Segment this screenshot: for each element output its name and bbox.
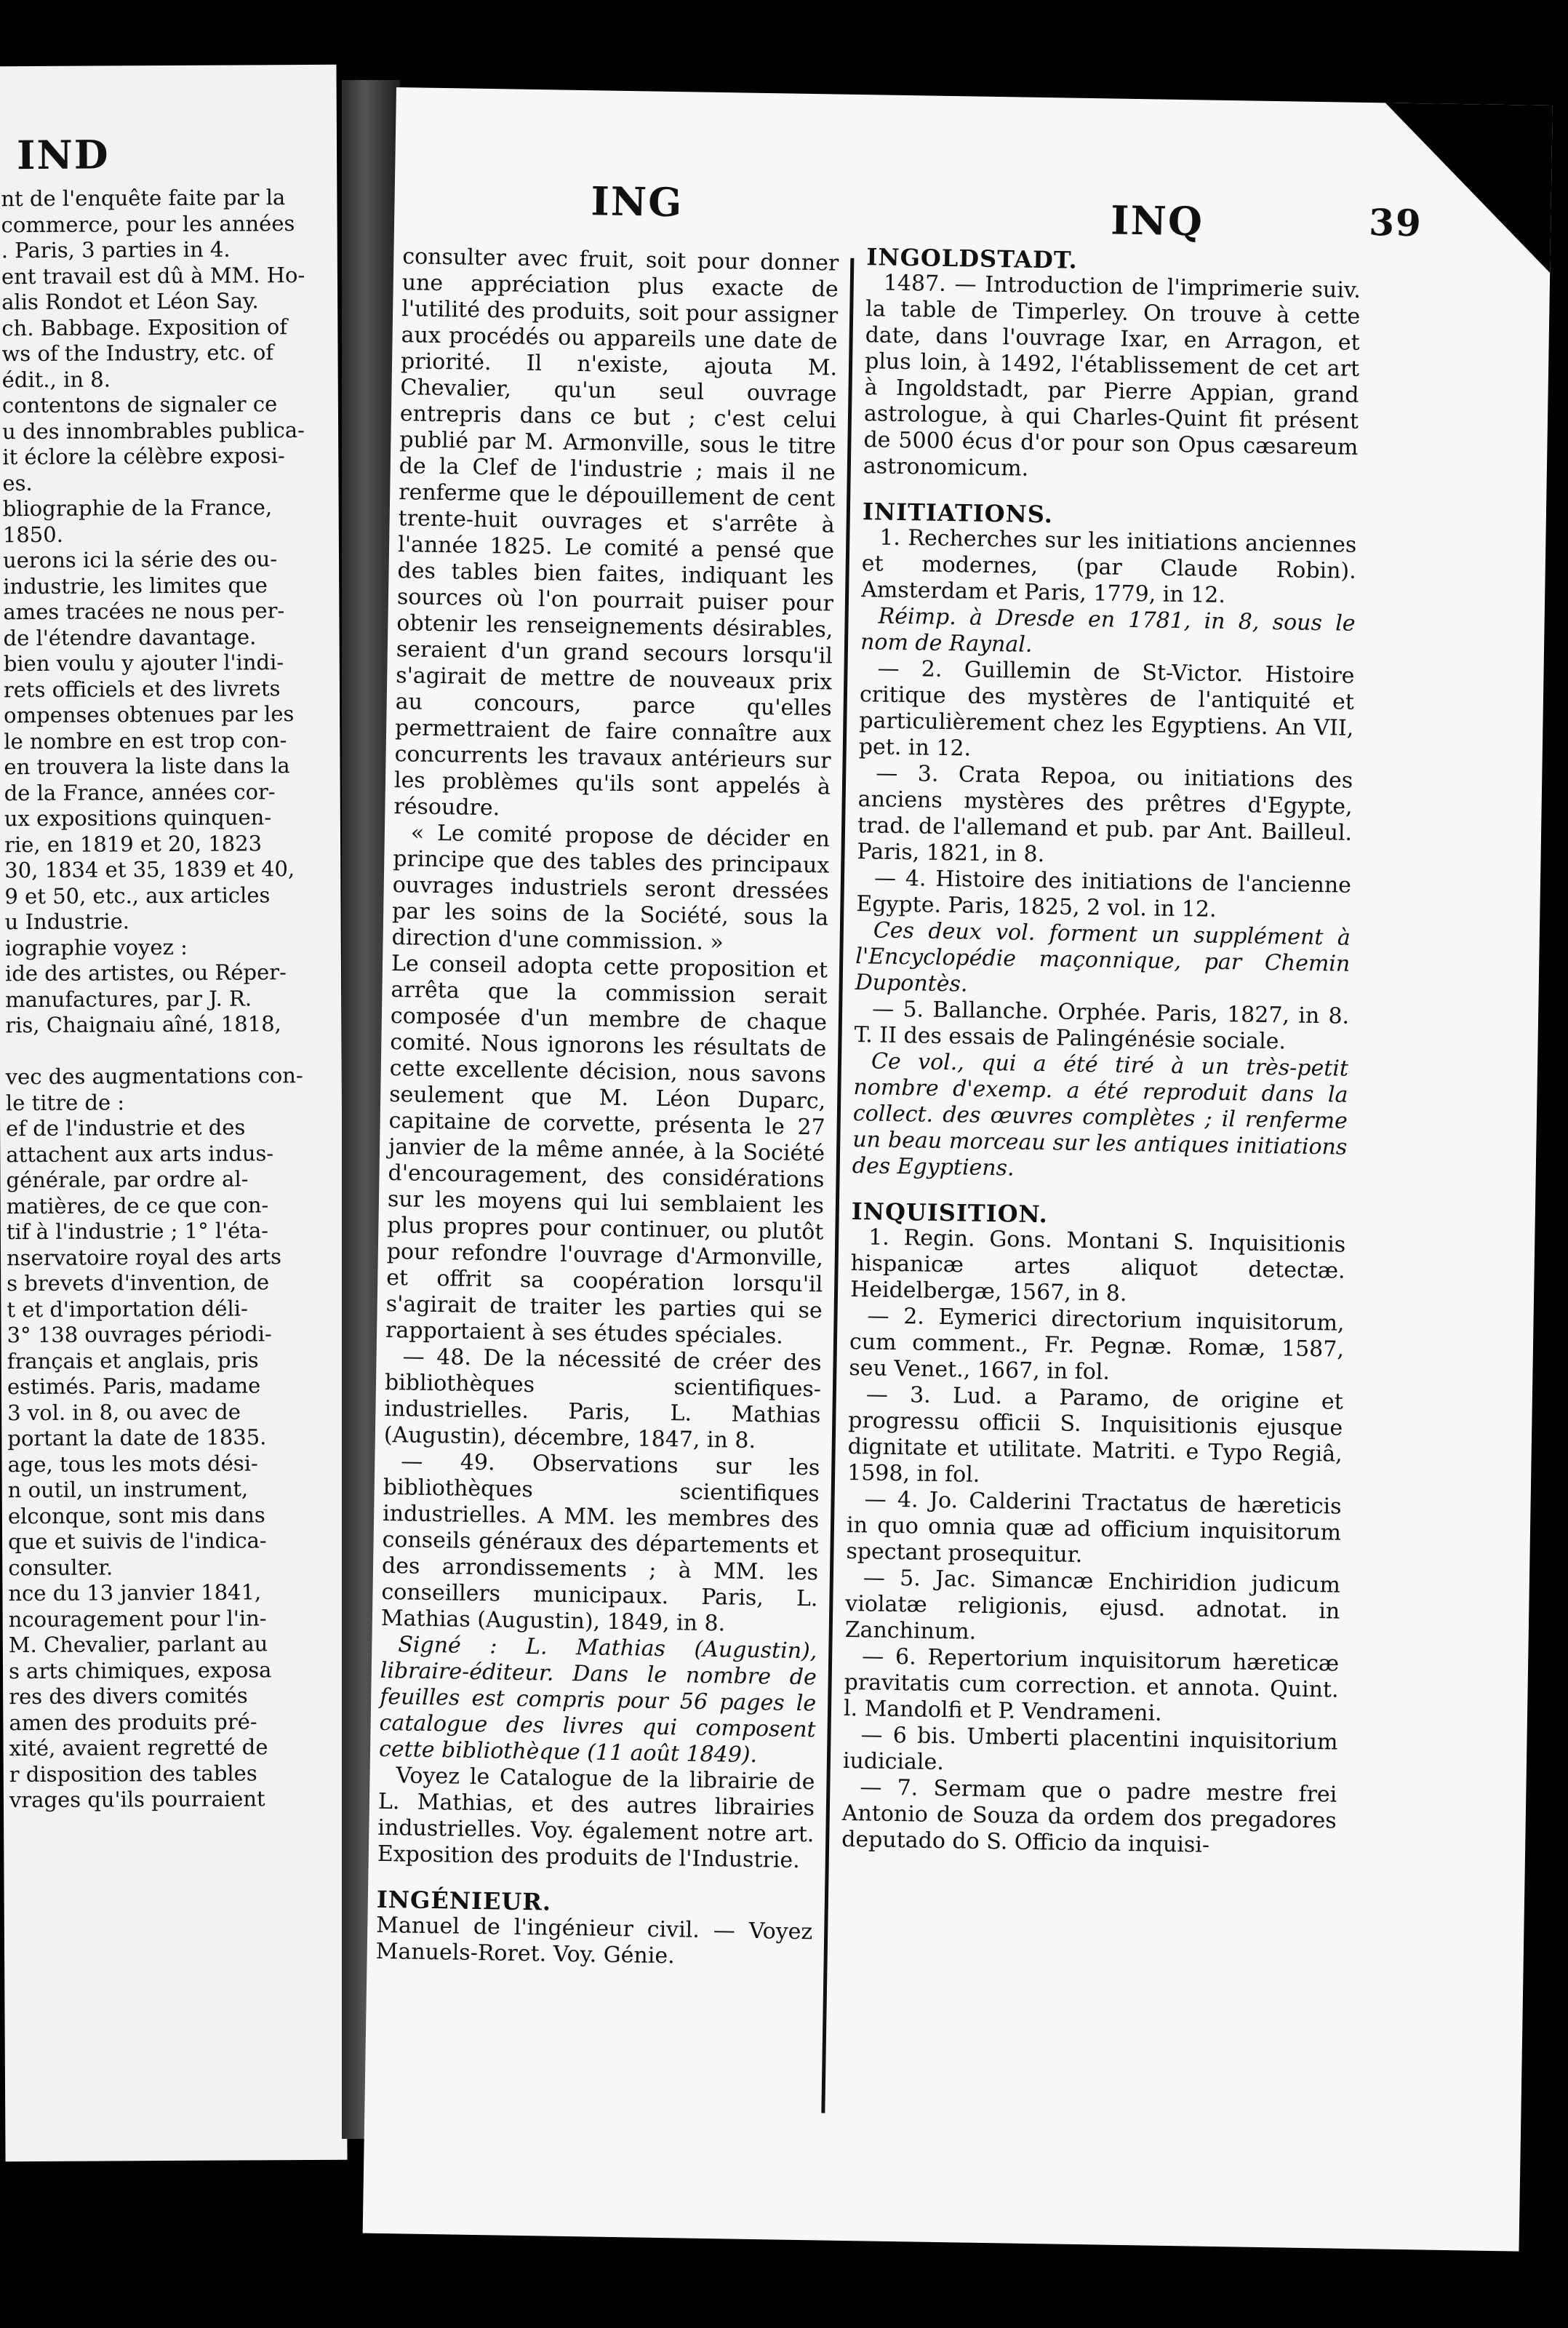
left-page-line: ux expositions quinquen- — [4, 805, 272, 832]
left-page-line: ent travail est dû à MM. Ho- — [1, 262, 305, 289]
left-page-line: es. — [2, 470, 33, 495]
left-page-line: attachent aux arts indus- — [6, 1140, 274, 1167]
entry: — 5. Ballanche. Orphée. Paris, 1827, in 8. T. II des essais de Palingénésie sociale. — [854, 996, 1350, 1055]
left-page-line: rie, en 1819 et 20, 1823 — [4, 830, 263, 857]
entry: 1. Recherches sur les initiations anciennes et modernes, (par Claude Robin). Amsterdam et Paris, 1779, in 12. — [860, 525, 1357, 608]
left-page-line: u Industrie. — [4, 909, 130, 935]
left-page-line: u des innombrables publica- — [2, 417, 305, 444]
left-page-line: en trouvera la liste dans la — [4, 753, 290, 780]
left-page-line: le nombre en est trop con- — [4, 727, 287, 754]
left-page-line: M. Chevalier, parlant au — [8, 1631, 268, 1658]
left-page-line: vec des augmentations con- — [5, 1063, 303, 1090]
left-page-line: 3 vol. in 8, ou avec de — [7, 1399, 241, 1425]
entry: — 6. Repertorium inquisitorum hæreticæ pravitatis cum correction. et annota. Quint. l. Mandolfi et P. Vendrameni. — [843, 1643, 1340, 1726]
entry-48: — 48. De la nécessité de créer des bibliothèques scientifiques-industrielles. Paris, L. Mathias (Augustin), décembre, 1847, in 8. — [383, 1344, 822, 1454]
left-page-line: 30, 1834 et 35, 1839 et 40, — [4, 856, 295, 883]
left-page-line: it éclore la célèbre exposi- — [2, 443, 285, 470]
running-head-right: INQ — [1110, 196, 1204, 245]
paragraph: « Le comité propose de décider en principe que des tables des principaux ouvrages industriels seront dressées par les soins de la Société, sous la direction d'une commission. » — [391, 820, 831, 956]
left-page-line: nce du 13 janvier 1841, — [8, 1579, 262, 1606]
left-page-text — [1, 185, 338, 1814]
entry: — 5. Jac. Simancæ Enchiridion judicum violatæ religionis, ejusd. adnotat. in Zanchinum. — [844, 1565, 1341, 1645]
heading-initiations: INITIATIONS. — [862, 498, 1054, 529]
left-page-line: de l'étendre davantage. — [3, 623, 257, 650]
left-page-line: ames tracées ne nous per- — [3, 598, 285, 625]
note: Signé : L. Mathias (Augustin), libraire-éditeur. Dans le nombre de feuilles est compris pour 56 pages le catalogue des livres qui composent cette bibliothèque (11 août 1849). — [378, 1632, 817, 1769]
left-page-line: ws of the Industry, etc. of — [1, 340, 274, 367]
left-page-line: manufactures, par J. R. — [5, 985, 252, 1012]
left-page-line: vrages qu'ils pourraient — [9, 1786, 265, 1813]
left-running-head: IND — [16, 131, 110, 179]
paragraph: Le conseil adopta cette proposition et arrêta que la commission serait composée d'un membre de chaque comité. Nous ignorons les résultats de cette excellente décision, nous savons seulement que M. Léon Duparc, capitaine de corvette, présenta le 27 janvier de la même année, à la Société d'encouragement, des considérations sur les moyens qui lui semblaient les plus propres pour continuer, ou plutôt pour refondre l'ouvrage d'Armonville, et offrit sa coopération lorsqu'il s'agirait de traiter les parties qui se rapportaient à ses études spéciales. — [385, 951, 828, 1350]
left-page-line: français et anglais, pris — [7, 1347, 259, 1374]
folded-corner — [1383, 103, 1553, 273]
left-page-line: res des divers comités — [9, 1683, 248, 1710]
left-page-line: s brevets d'invention, de — [7, 1269, 270, 1296]
entry: — 2. Eymerici directorium inquisitorum, cum comment., Fr. Pegnæ. Romæ, 1587, seu Venet., 1667, in fol. — [849, 1303, 1345, 1385]
running-head-left: ING — [591, 178, 684, 226]
left-page-line: consulter. — [8, 1554, 113, 1580]
left-page-line: iographie voyez : — [4, 934, 188, 960]
left-page-line: que et suivis de l'indica- — [7, 1528, 267, 1555]
left-page-line: générale, par ordre al- — [6, 1166, 249, 1193]
left-page-line: s arts chimiques, exposa — [8, 1657, 272, 1683]
left-page-line: ide des artistes, ou Réper- — [4, 960, 287, 986]
left-page-line: xité, avaient regretté de — [9, 1734, 268, 1761]
paragraph: consulter avec fruit, soit pour donner une appréciation plus exacte de l'utilité des produits, soit pour assigner aux procédés ou appareils une date de priorité. Il n'existe, ajouta M. Chevalier, qu'un seul ouvrage entrepris dans ce but ; c'est celui publié par M. Armonville, sous le titre de la Clef de l'industrie ; mais il ne renferme que le dépouillement de cent trente-huit ouvrages et s'arrête à l'année 1825. Le comité a pensé que des tables bien faites, indiquant les sources où l'on pourrait puiser pour obtenir les renseignements désirables, seraient d'un grand secours lorsqu'il s'agirait de mettre de nouveaux prix au concours, parce qu'elles permettraient de faire connaître aux concurrents les travaux antérieurs sur les problèmes qu'ils sont appelés à résoudre. — [393, 244, 839, 821]
left-page-line: 1850. — [2, 522, 63, 547]
column-right — [841, 244, 1361, 1860]
left-page-line: de la France, années cor- — [4, 778, 276, 805]
entry: — 3. Crata Repoa, ou initiations des anciens mystères des prêtres d'Egypte, trad. de l'allemand et pub. par Ant. Bailleul. Paris, 1821, in 8. — [857, 760, 1353, 868]
entry: 1487. — Introduction de l'imprimerie suiv. la table de Timperley. On trouve à cette date, dans l'ouvrage Ixar, en Arragon, et plus loin, à 1492, l'établissement de cet art à Ingoldstadt, par Pierre Appian, grand astrologue, à qui Charles-Quint fit présent de 5000 écus d'or pour son Opus cæsareum astronomicum. — [863, 270, 1361, 482]
note: Réimp. à Dresde en 1781, in 8, sous le nom de Raynal. — [860, 603, 1356, 658]
left-page-line — [5, 1037, 334, 1064]
left-page-line: portant la date de 1835. — [7, 1424, 267, 1451]
left-page-line: amen des produits pré- — [9, 1708, 257, 1735]
entry-ingenieur: Manuel de l'ingénieur civil. — Voyez Manuels-Roret. Voy. Génie. — [375, 1912, 813, 1969]
left-page-line: contentons de signaler ce — [1, 391, 278, 418]
entry: — 6 bis. Umberti placentini inquisitorium iudiciale. — [842, 1722, 1338, 1776]
left-page-line: t et d'importation déli- — [7, 1295, 248, 1322]
left-page-line: matières, de ce que con- — [6, 1192, 269, 1219]
left-page-line: estimés. Paris, madame — [7, 1373, 261, 1400]
left-page — [0, 65, 348, 2161]
left-page-line: elconque, sont mis dans — [7, 1502, 265, 1528]
left-page-line: bliographie de la France, — [2, 495, 273, 522]
note: Ces deux vol. forment un supplément à l'Encyclopédie maçonnique, par Chemin Dupontès. — [855, 917, 1351, 997]
entry-49: — 49. Observations sur les bibliothèques scientifiques industrielles. A MM. les membres des conseils généraux des départements et des arrondissements ; à MM. les conseillers municipaux. Paris, L. Mathias (Augustin), 1849, in 8. — [380, 1448, 820, 1637]
left-page-line: age, tous les mots dési- — [7, 1450, 258, 1477]
left-page-line: bien voulu y ajouter l'indi- — [3, 650, 284, 677]
left-page-line: tif à l'industrie ; 1° l'éta- — [6, 1218, 269, 1245]
heading-inquisition: INQUISITION. — [851, 1197, 1049, 1229]
entry: — 4. Jo. Calderini Tractatus de hæreticis in quo omnia quæ ad officium inquisitorum spectant prosequitur. — [846, 1486, 1342, 1568]
left-page-line: industrie, les limites que — [3, 572, 268, 599]
column-left — [375, 244, 839, 1972]
entry: — 7. Sermam que o padre mestre frei Antonio de Souza da ordem dos pregadores deputado do S. Officio da inquisi- — [841, 1774, 1337, 1858]
left-page-line: . Paris, 3 parties in 4. — [1, 236, 231, 263]
left-page-line: rets officiels et des livrets — [3, 675, 281, 702]
left-page-line: r disposition des tables — [9, 1760, 257, 1787]
left-page-line: ncouragement pour l'in- — [8, 1605, 267, 1632]
left-page-line: nt de l'enquête faite par la — [1, 185, 286, 212]
left-page-line: le titre de : — [5, 1089, 125, 1115]
entry: — 3. Lud. a Paramo, de origine et progressu officii S. Inquisitionis ejusque dignitate et utilitate. Matriti. e Typo Regiâ, 1598, in fol. — [847, 1382, 1344, 1488]
left-page-line: nservatoire royal des arts — [6, 1243, 282, 1270]
left-page-line: 9 et 50, etc., aux articles — [4, 882, 271, 909]
left-page-line: n outil, un instrument, — [7, 1476, 249, 1503]
left-page-line: édit., in 8. — [1, 366, 111, 392]
right-page — [363, 87, 1553, 2252]
note: Voyez le Catalogue de la librairie de L. Mathias, et des autres librairies industrielles. Voy. également notre art. Exposition des produits de l'Industrie. — [377, 1763, 815, 1874]
entry: — 4. Histoire des initiations de l'ancienne Egypte. Paris, 1825, 2 vol. in 12. — [856, 865, 1352, 922]
entry: — 2. Guillemin de St-Victor. Histoire critique des mystères de l'antiquité et particulièrement chez les Egyptiens. An VII, pet. in 12. — [858, 655, 1355, 762]
left-page-line: ompenses obtenues par les — [4, 701, 295, 728]
left-page-line: ris, Chaignaiu aîné, 1818, — [5, 1011, 281, 1038]
left-page-line: commerce, pour les années — [1, 210, 295, 237]
heading-ingenieur: INGÉNIEUR. — [376, 1885, 552, 1916]
note: Ce vol., qui a été tiré à un très-petit nombre d'exemp. a été reproduit dans la collect. des œuvres complètes ; il renferme un beau morceau sur les antiques initiations des Egyptiens. — [852, 1048, 1349, 1181]
page-number: 39 — [1368, 201, 1423, 245]
left-page-line: ef de l'industrie et des — [6, 1115, 246, 1141]
left-page-line: uerons ici la série des ou- — [2, 546, 278, 573]
left-page-line: 3° 138 ouvrages périodi- — [7, 1321, 272, 1348]
left-page-line: alis Rondot et Léon Say. — [1, 288, 259, 315]
entry: 1. Regin. Gons. Montani S. Inquisitionis hispanicæ artes aliquot detectæ. Heidelbergæ, 1567, in 8. — [849, 1224, 1346, 1307]
heading-ingoldstadt: INGOLDSTADT. — [866, 243, 1078, 274]
left-page-line: ch. Babbage. Exposition of — [1, 314, 288, 340]
